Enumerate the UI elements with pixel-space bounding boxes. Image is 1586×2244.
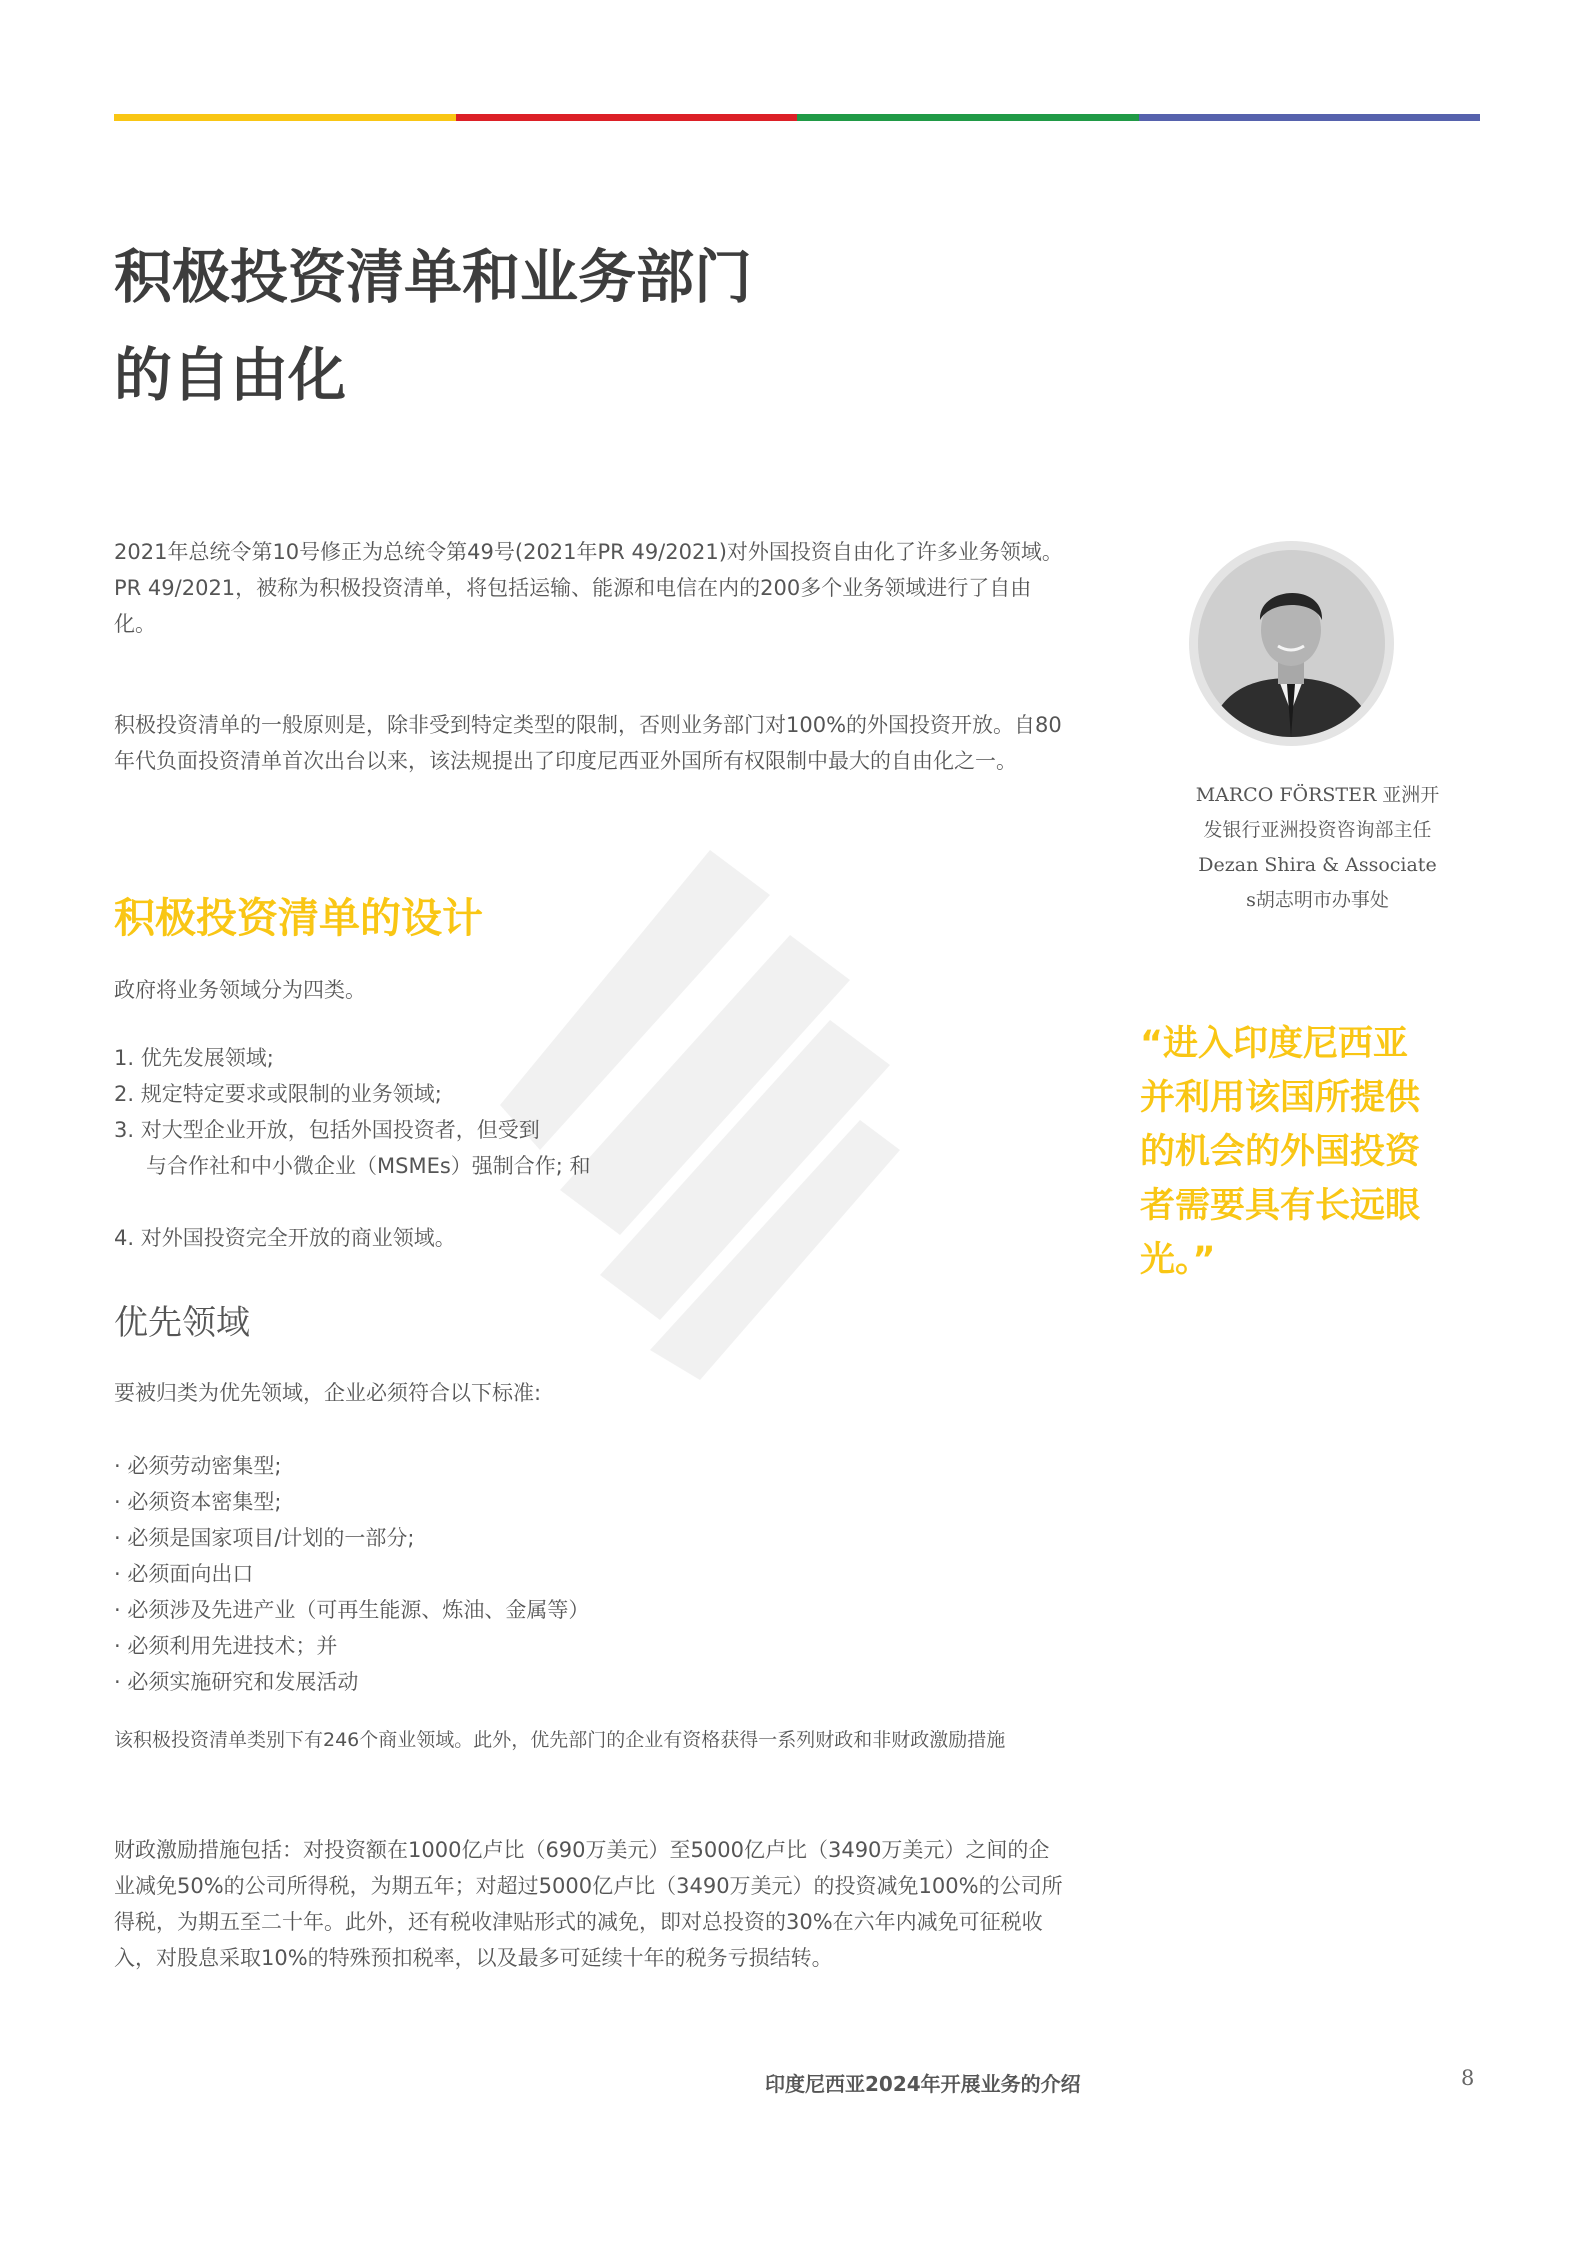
color-bar-blue [1139,114,1481,121]
list-item: · 必须利用先进技术；并 [114,1634,338,1658]
list-item: 3. 对大型企业开放，包括外国投资者，但受到 [114,1118,540,1142]
page-number: 8 [1461,2066,1475,2090]
pull-quote [1140,1017,1470,1287]
footer-title: 印度尼西亚2024年开展业务的介绍 [765,2072,1081,2096]
intro-paragraph-2: 积极投资清单的一般原则是，除非受到特定类型的限制，否则业务部门对100%的外国投资开放。自80年代负面投资清单首次出台以来，该法规提出了印度尼西亚外国所有权限制中最大的自由化之一。 [114,713,1062,773]
list-item: · 必须资本密集型; [114,1490,282,1514]
intro-paragraph-1: 2021年总统令第10号修正为总统令第49号(2021年PR 49/2021)对外国投资自由化了许多业务领域。PR 49/2021，被称为积极投资清单，将包括运输、能源和电信在内的200多个业务领域进行了自由化。 [114,540,1063,636]
fiscal-incentives-paragraph: 财政激励措施包括：对投资额在1000亿卢比（690万美元）至5000亿卢比（3490万美元）之间的企业减免50%的公司所得税，为期五年；对超过5000亿卢比（3490万美元）的投资减免100%的公司所得税，为期五至二十年。此外，还有税收津贴形式的减免，即对总投资的30%在六年内减免可征税收入，对股息采取10%的特殊预扣税率，以及最多可延续十年的税务亏损结转。 [114,1838,1063,1970]
list-item: 与合作社和中小微企业（MSMEs）强制合作; 和 [146,1154,591,1178]
priority-heading: 优先领域 [114,1303,250,1343]
category-list [114,1040,591,1256]
title-line: 积极投资清单和业务部门 [114,243,753,311]
quote-line: 并利用该国所提供 [1140,1078,1421,1118]
list-item: · 必须实施研究和发展活动 [114,1670,359,1694]
caption-line: MARCO FÖRSTER 亚洲开 [1195,784,1440,806]
priority-lead: 要被归类为优先领域，企业必须符合以下标准: [114,1381,542,1405]
color-bar-yellow [114,114,456,121]
caption-line: s胡志明市办事处 [1246,889,1389,911]
quote-line: 光。” [1140,1240,1216,1280]
title-line: 的自由化 [114,341,347,409]
person-portrait-icon [1198,550,1385,737]
category-note: 该积极投资清单类别下有246个商业领域。此外，优先部门的企业有资格获得一系列财政和非财政激励措施 [114,1729,1006,1751]
list-item: 2. 规定特定要求或限制的业务领域; [114,1082,442,1106]
design-heading: 积极投资清单的设计 [114,894,483,942]
avatar [1198,550,1385,737]
portrait-caption [1180,778,1455,918]
criteria-list [114,1448,589,1700]
list-item: 1. 优先发展领域; [114,1046,274,1070]
quote-line: 者需要具有长远眼 [1140,1186,1421,1226]
quote-line: “进入印度尼西亚 [1140,1024,1409,1064]
color-bar [114,114,1480,121]
list-item: · 必须面向出口 [114,1562,254,1586]
list-item: · 必须是国家项目/计划的一部分; [114,1526,415,1550]
caption-line: 发银行亚洲投资咨询部主任 [1203,819,1432,841]
list-item: · 必须涉及先进产业（可再生能源、炼油、金属等） [114,1598,590,1622]
quote-line: 的机会的外国投资 [1140,1132,1421,1172]
caption-line: Dezan Shira & Associate [1198,854,1437,876]
color-bar-green [797,114,1139,121]
page-title [114,228,752,424]
list-item: · 必须劳动密集型; [114,1454,282,1478]
list-item: 4. 对外国投资完全开放的商业领域。 [114,1226,456,1250]
color-bar-red [456,114,798,121]
design-lead: 政府将业务领域分为四类。 [114,978,366,1002]
